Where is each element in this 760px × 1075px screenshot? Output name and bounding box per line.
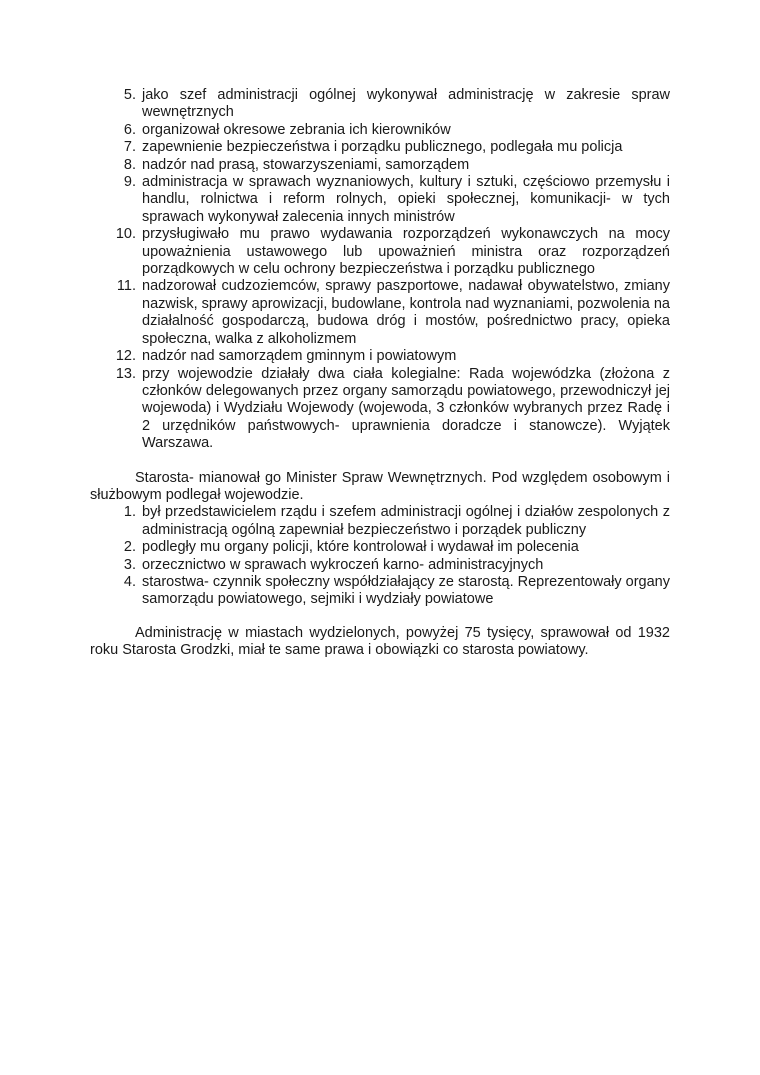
list-item-text: nadzorował cudzoziemców, sprawy paszportowe, nadawał obywatelstwo, zmiany nazwisk, sprawy aprowizacji, budowlane, kontrola nad wyznaniami, pozwolenia na działalność gospodarczą, budowa dróg i mostów, pośrednictwo pracy, opieka społeczna, walka z alkoholizmem bbox=[142, 278, 670, 347]
list-item: 6. organizował okresowe zebrania ich kierowników bbox=[123, 121, 451, 138]
list-item-text: nadzór nad prasą, stowarzyszeniami, samorządem bbox=[142, 156, 470, 173]
list-item-text: administracja w sprawach wyznaniowych, kultury i sztuki, częściowo przemysłu i handlu, rolnictwa i reform rolnych, opieki społecznej, komunikacji- w tych sprawach wykonywał zalecenia innych ministrów bbox=[142, 174, 670, 225]
list-item-text: był przedstawicielem rządu i szefem administracji ogólnej i działów zespolonych z administracją ogólną zapewniał bezpieczeństwo i porządek publiczny bbox=[142, 504, 670, 538]
list-item: 4. starostwa- czynnik społeczny współdziałający ze starostą. Reprezentowały organy samorządu powiatowego, sejmiki i wydziały powiatowe bbox=[123, 573, 670, 608]
starosta-paragraph: Starosta- mianował go Minister Spraw Wewnętrznych. Pod względem osobowym i służbowym podlegał wojewodzie. bbox=[90, 469, 670, 503]
list-item: 12. nadzór nad samorządem gminnym i powiatowym bbox=[115, 348, 457, 365]
list-item-text: podległy mu organy policji, które kontrolował i wydawał im polecenia bbox=[142, 539, 579, 556]
list-item: 9. administracja w sprawach wyznaniowych, kultury i sztuki, częściowo przemysłu i handlu, rolnictwa i reform rolnych, opieki społecznej, komunikacji- w tych sprawach wykonywał zalecenia innych ministrów bbox=[123, 174, 670, 225]
list-item-text: starostwa- czynnik społeczny współdziałający ze starostą. Reprezentowały organy samorządu powiatowego, sejmiki i wydziały powiatowe bbox=[142, 573, 670, 608]
starosta-duties-list bbox=[90, 504, 670, 608]
list-item-text: przy wojewodzie działały dwa ciała kolegialne: Rada wojewódzka (złożona z członków delegowanych przez organy samorządu powiatowego, przewodniczył jej wojewoda) i Wydziału Wojewody (wojewoda, 3 członków wybranych przez Radę i 2 urzędników państwowych- uprawnienia doradcze i stanowcze). Wyjątek Warszawa. bbox=[142, 365, 670, 452]
list-item-text: nadzór nad samorządem gminnym i powiatowym bbox=[142, 348, 457, 365]
list-item: 5. jako szef administracji ogólnej wykonywał administrację w zakresie spraw wewnętrznych bbox=[123, 87, 670, 121]
list-item: 10. przysługiwało mu prawo wydawania rozporządzeń wykonawczych na mocy upoważnienia ustawowego lub upoważnień ministra oraz rozporządzeń porządkowych w celu ochrony bezpieczeństwa i porządku publicznego bbox=[115, 226, 670, 278]
list-item: 3. orzecznictwo w sprawach wykroczeń karno- administracyjnych bbox=[123, 556, 544, 573]
list-item: 2. podległy mu organy policji, które kontrolował i wydawał im polecenia bbox=[123, 539, 579, 556]
list-item-text: jako szef administracji ogólnej wykonywał administrację w zakresie spraw wewnętrznych bbox=[142, 87, 670, 121]
list-item-text: przysługiwało mu prawo wydawania rozporządzeń wykonawczych na mocy upoważnienia ustawowego lub upoważnień ministra oraz rozporządzeń porządkowych w celu ochrony bezpieczeństwa i porządku publicznego bbox=[142, 226, 670, 278]
miasta-paragraph: Administrację w miastach wydzielonych, powyżej 75 tysięcy, sprawował od 1932 roku Starosta Grodzki, miał te same prawa i obowiązki co starosta powiatowy. bbox=[90, 624, 670, 659]
wojewoda-duties-list bbox=[90, 87, 670, 453]
list-item-text: zapewnienie bezpieczeństwa i porządku publicznego, podlegała mu policja bbox=[142, 139, 623, 156]
list-item: 8. nadzór nad prasą, stowarzyszeniami, samorządem bbox=[123, 156, 470, 173]
list-item-text: organizował okresowe zebrania ich kierowników bbox=[142, 121, 451, 138]
list-item: 11. nadzorował cudzoziemców, sprawy paszportowe, nadawał obywatelstwo, zmiany nazwisk, sprawy aprowizacji, budowlane, kontrola nad wyznaniami, pozwolenia na działalność gospodarczą, budowa dróg i mostów, pośrednictwo pracy, opieka społeczna, walka z alkoholizmem bbox=[116, 278, 670, 347]
list-item: 7. zapewnienie bezpieczeństwa i porządku publicznego, podlegała mu policja bbox=[123, 139, 623, 156]
list-item-text: orzecznictwo w sprawach wykroczeń karno- administracyjnych bbox=[142, 556, 544, 573]
list-item: 13. przy wojewodzie działały dwa ciała kolegialne: Rada wojewódzka (złożona z członków delegowanych przez organy samorządu powiatowego, przewodniczył jej wojewoda) i Wydziału Wojewody (wojewoda, 3 członków wybranych przez Radę i 2 urzędników państwowych- uprawnienia doradcze i stanowcze). Wyjątek Warszawa. bbox=[115, 365, 670, 452]
list-item: 1. był przedstawicielem rządu i szefem administracji ogólnej i działów zespolonych z administracją ogólną zapewniał bezpieczeństwo i porządek publiczny bbox=[123, 504, 670, 538]
document-page bbox=[90, 87, 670, 660]
